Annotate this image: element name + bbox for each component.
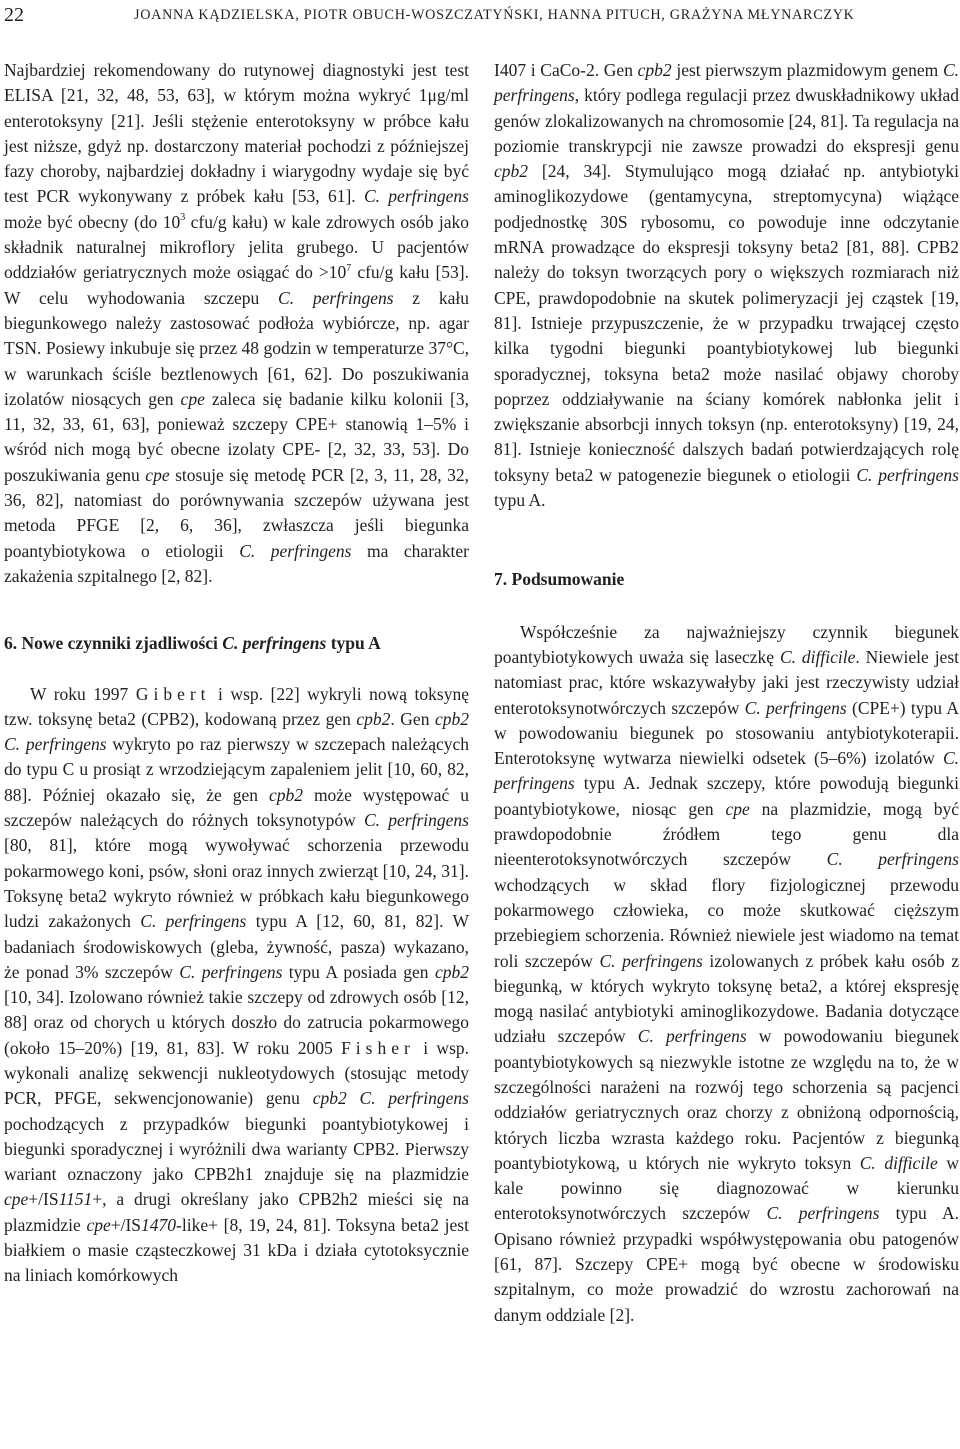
left-column	[4, 58, 469, 1289]
paragraph-diagnostics: Najbardziej rekomendowany do rutynowej diagnostyki jest test ELISA [21, 32, 48, 53, 63], w którym można wykryć 1μg/ml enterotoksyny [21]. Jeśli stężenie enterotoksyny w próbce kału jest niższe, gdyż np. dostarczony materiał pochodzi z późniejszej fazy choroby, najbardziej dokładny i wiarygodny wydaje się być test PCR wykonywany z próbek kału [53, 61]. C. perfringens może być obecny (do $10^3$ cfu/g kału) w kale zdrowych osób jako składnik naturalnej mikroflory jelita grubego. U pacjentów oddziałów geriatrycznych może osiągać do $>10^7$ cfu/g kału [53]. W celu wyhodowania szczepu C. perfringens z kału biegunkowego należy zastosować podłoża wybiórcze, np. agar TSN. Posiewy inkubuje się przez 48 godzin w temperaturze 37°C, w warunkach ściśle beztlenowych [61, 62]. Do poszukiwania izolatów niosących gen cpe zaleca się badanie kilku kolonii [3, 11, 32, 33, 61, 63], ponieważ szczepy CPE+ stanowią 1–5% i wśród nich mogą być obecne izolaty CPE- [2, 32, 33, 53]. Do poszukiwania genu cpe stosuje się metodę PCR [2, 3, 11, 28, 32, 36, 82], natomiast do porównywania szczepów używana jest metoda PFGE [2, 6, 36], zwłaszcza jeśli biegunka poantybiotykowa o etiologii C. perfringens ma charakter zakażenia szpitalnego [2, 82].	[4, 60, 470, 586]
paragraph-beta2-regulation: I407 i CaCo-2. Gen cpb2 jest pierwszym plazmidowym genem C. perfringens, który podlega regulacji przez dwuskładnikowy układ genów zlokalizowanych na chromosomie [24, 81]. Ta regulacja na poziomie transkrypcji nie zawsze prowadzi do ekspresji genu cpb2 [24, 34]. Stymulująco mogą działać np. antybiotyki aminoglikozydowe (gentamycyna, streptomycyna) wiążące podjednostkę 30S rybosomu, co powoduje inne odczytanie mRNA prowadzące do ekspresji toksyny beta2 [81, 88]. CPB2 należy do toksyn tworzących pory o większych rozmiarach niż CPE, prawdopodobnie na skutek polimeryzacji jej cząstek [19, 81]. Istnieje przypuszczenie, że w przypadku trwającej często kilka tygodni biegunki poantybiotykowej lub biegunki sporadycznej, toksyna beta2 może nasilać objawy choroby poprzez oddziaływanie na ściany komórek nabłonka jelit i zwiększanie absorbcji innych toksyn (np. enterotoksyny) [19, 24, 81]. Istnieje konieczność dalszych badań potwierdzających rolę toksyny beta2 w patogenezie biegunek o etiologii C. perfringens typu A.	[494, 60, 959, 511]
right-column	[494, 58, 959, 1328]
running-head-authors: JOANNA KĄDZIELSKA, PIOTR OBUCH-WOSZCZATYŃSKI, HANNA PITUCH, GRAŻYNA MŁYNARCZYK	[134, 7, 855, 23]
page-number: 22	[4, 4, 24, 26]
section-heading-7: 7. Podsumowanie	[494, 569, 625, 590]
paragraph-summary: Współcześnie za najważniejszy czynnik biegunek poantybiotykowych uważa się laseczkę C. difficile. Niewiele jest natomiast prac, które wskazywałyby jaki jest rzeczywisty udział enterotoksynotwórczych szczepów C. perfringens (CPE+) typu A w powodowaniu biegunek po stosowaniu antybiotykoterapii. Enterotoksynę wytwarza niewielki odsetek (5–6%) izolatów C. perfringens typu A. Jednak szczepy, które powodują biegunki poantybiotykowe, niosąc gen cpe na plazmidzie, mogą być prawdopodobnie źródłem tego genu dla nieenterotoksynotwórczych szczepów C. perfringens wchodzących w skład flory fizjologicznej przewodu pokarmowego człowieka, co może skutkować cięższym przebiegiem schorzenia. Również niewiele jest wiadomo na temat roli szczepów C. perfringens izolowanych z próbek kału osób z biegunką, w których wykryto toksynę beta2, a której ekspresję mogą nasilać antybiotyki aminoglikozydowe. Badania dotyczące udziału szczepów C. perfringens w powodowaniu biegunek poantybiotykowych są niezwykle istotne ze względu na to, że w szczególności narażeni na rozwój tego schorzenia są pacjenci oddziałów geriatrycznych oraz chorzy z obniżoną odpornością, których liczba wzrasta każdego roku. Pacjentów z biegunką poantybiotykową, u których nie wykryto toksyn C. difficile w kale powinno się diagnozować w kierunku enterotoksynotwórczych szczepów C. perfringens typu A. Opisano również przypadki współwystępowania obu patogenów [61, 87]. Szczepy CPE+ mogą być obecne w środowisku szpitalnym, co może prowadzić do wzrostu zachorowań na danym oddziale [2].	[494, 621, 960, 1325]
page-header	[0, 0, 960, 34]
paragraph-beta2-toxin: W roku 1997 Gibert i wsp. [22] wykryli nową toksynę tzw. toksynę beta2 (CPB2), kodowaną przez gen cpb2. Gen cpb2 C. perfringens wykryto po raz pierwszy w szczepach należących do typu C u prosiąt z wrzodziejącym zapaleniem jelit [10, 60, 82, 88]. Później okazało się, że gen cpb2 może występować u szczepów należących do różnych toksynotypów C. perfringens [80, 81], które mogą wywoływać schorzenia przewodu pokarmowego koni, psów, słoni oraz innych zwierząt [10, 24, 31]. Toksynę beta2 wykryto również w próbkach kału biegunkowego ludzi zakażonych C. perfringens typu A [12, 60, 81, 82]. W badaniach środowiskowych (gleba, żywność, pasza) wykazano, że ponad 3% szczepów C. perfringens typu A posiada gen cpb2 [10, 34]. Izolowano również takie szczepy od zdrowych osób [12, 88] oraz od chorych u których doszło do zatrucia pokarmowego (około 15–20%) [19, 81, 83]. W roku 2005 Fisher i wsp. wykonali analizę sekwencji nukleotydowych (stosując metody PCR, PFGE, sekwencjonowanie) genu cpb2 C. perfringens pochodzących z przypadków biegunki poantybiotykowej i biegunki sporadycznej i wyróżnili dwa warianty CPB2. Pierwszy wariant oznaczony jako CPB2h1 znajduje się na plazmidzie cpe+/IS1151+, a drugi określany jako CPB2h2 mieści się na plazmidzie cpe+/IS1470-like+ [8, 19, 24, 81]. Toksyna beta2 jest białkiem o masie cząsteczkowej 31 kDa i działa cytotoksycznie na liniach komórkowych	[4, 683, 470, 1286]
section-heading-6: 6. Nowe czynniki zjadliwości C. perfringens typu A	[4, 633, 381, 654]
